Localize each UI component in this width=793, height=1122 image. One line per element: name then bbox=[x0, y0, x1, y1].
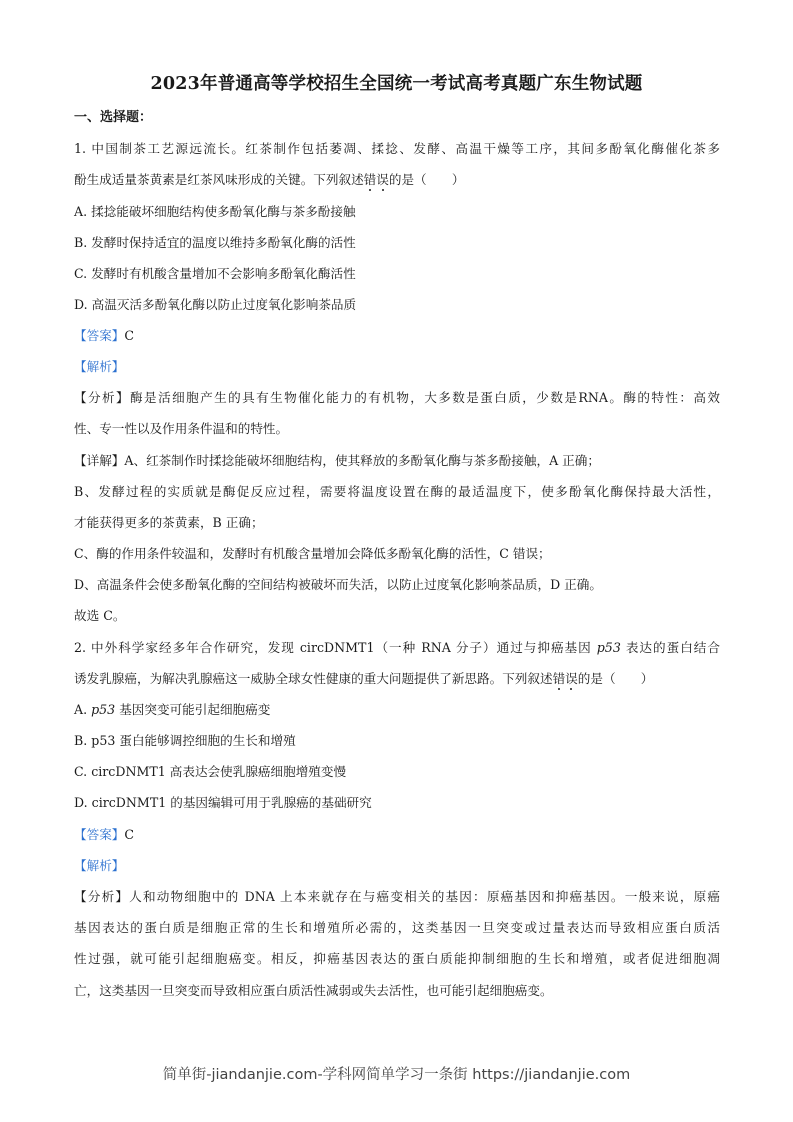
q1-stem-line2 bbox=[74, 172, 464, 188]
option-prefix: A. bbox=[74, 702, 92, 717]
page-title: 2023年普通高等学校招生全国统一考试高考真题广东生物试题 bbox=[150, 74, 643, 94]
q2-stem-text: 诱发乳腺癌，为解决乳腺癌这一威胁全球女性健康的重大问题提供了新思路。下列叙述 bbox=[74, 671, 553, 686]
q2-fenxi-line2: 基因表达的蛋白质是细胞正常的生长和增殖所必需的，这类基因一旦突变或过量表达而导致相应蛋白质活 bbox=[74, 920, 720, 935]
q1-option-d: D. 高温灭活多酚氧化酶以防止过度氧化影响茶品质 bbox=[74, 297, 357, 312]
q2-option-d: D. circDNMT1 的基因编辑可用于乳腺癌的基础研究 bbox=[74, 795, 372, 810]
site-footer: 简单街-jiandanjie.com-学科网简单学习一条街 https://jiandanjie.com bbox=[162, 1067, 631, 1083]
q2-fenxi-line3: 性过强，就可能引起细胞癌变。相反，抑癌基因表达的蛋白质能抑制细胞的生长和增殖，或者促进细胞凋 bbox=[74, 951, 720, 966]
q2-stem-line1 bbox=[74, 640, 720, 656]
q1-detail-d: D、高温条件会使多酚氧化酶的空间结构被破坏而失活，以防止过度氧化影响茶品质，D 正确。 bbox=[74, 577, 602, 592]
emphasis-char: 误 bbox=[376, 172, 389, 187]
q1-stem-line1: 1. 中国制茶工艺源远流长。红茶制作包括萎凋、揉捻、发酵、高温干燥等工序，其间多酚氧化酶催化茶多 bbox=[74, 141, 720, 156]
q2-option-a bbox=[74, 702, 270, 718]
xiangjie-text: A、红茶制作时揉捻能破坏细胞结构，使其释放的多酚氧化酶与茶多酚接触，A 正确； bbox=[124, 453, 600, 468]
q1-option-b: B. 发酵时保持适宜的温度以维持多酚氧化酶的活性 bbox=[74, 235, 356, 250]
fenxi-text: 人和动物细胞中的 DNA 上本来就存在与癌变相关的基因：原癌基因和抑癌基因。一般来说，原癌 bbox=[129, 889, 721, 904]
q1-conclusion: 故选 C。 bbox=[74, 608, 126, 623]
answer-tag: 【答案】 bbox=[74, 827, 125, 842]
fenxi-text: 酶是活细胞产生的具有生物催化能力的有机物，大多数是蛋白质，少数是RNA。酶的特性：高效 bbox=[130, 390, 720, 405]
q2-option-b: B. p53 蛋白能够调控细胞的生长和增殖 bbox=[74, 733, 296, 748]
gene-name: p53 bbox=[91, 702, 116, 717]
fenxi-tag: 【分析】 bbox=[74, 889, 130, 904]
q1-option-c: C. 发酵时有机酸含量增加不会影响多酚氧化酶活性 bbox=[74, 266, 356, 281]
q1-answer bbox=[74, 328, 134, 344]
section-heading: 一、选择题： bbox=[74, 110, 153, 125]
q1-fenxi-line2: 性、专一性以及作用条件温和的特性。 bbox=[74, 421, 289, 436]
answer-value: C bbox=[124, 827, 135, 842]
q2-stem-line2 bbox=[74, 671, 653, 687]
q2-option-c: C. circDNMT1 高表达会使乳腺癌细胞增殖变慢 bbox=[74, 764, 347, 779]
q2-fenxi-line4: 亡，这类基因一旦突变而导致相应蛋白质活性减弱或失去活性，也可能引起细胞癌变。 bbox=[74, 983, 553, 998]
q2-stem-text: 2. 中外科学家经多年合作研究，发现 circDNMT1（一种 RNA 分子）通过与抑癌基因 bbox=[74, 640, 597, 655]
q2-stem-text-end: 表达的蛋白结合 bbox=[620, 640, 720, 655]
q2-stem-blank: 的是（ ） bbox=[577, 671, 654, 686]
q1-fenxi-line1 bbox=[74, 390, 720, 406]
answer-value: C bbox=[124, 328, 135, 343]
emphasis-char: 错 bbox=[552, 671, 566, 686]
q1-xiangjie-line1 bbox=[74, 453, 600, 469]
q1-detail-c: C、酶的作用条件较温和，发酵时有机酸含量增加会降低多酚氧化酶的活性，C 错误； bbox=[74, 546, 551, 561]
q1-detail-b-line1: B、发酵过程的实质就是酶促反应过程，需要将温度设置在酶的最适温度下，使多酚氧化酶保持最大活性， bbox=[74, 484, 720, 499]
emphasis-char: 错 bbox=[363, 172, 377, 187]
fenxi-tag: 【分析】 bbox=[74, 390, 131, 405]
q2-fenxi-line1 bbox=[74, 889, 720, 905]
q2-answer bbox=[74, 827, 134, 843]
answer-tag: 【答案】 bbox=[74, 328, 125, 343]
q1-stem-text: 酚生成适量茶黄素是红茶风味形成的关键。下列叙述 bbox=[74, 172, 364, 187]
xiangjie-tag: 【详解】 bbox=[74, 453, 125, 468]
option-text: 基因突变可能引起细胞癌变 bbox=[115, 702, 271, 717]
gene-name: p53 bbox=[596, 640, 621, 655]
q1-detail-b-line2: 才能获得更多的茶黄素，B 正确； bbox=[74, 515, 264, 530]
emphasis-char: 误 bbox=[565, 671, 578, 686]
q2-analysis-tag: 【解析】 bbox=[74, 858, 125, 873]
q1-option-a: A. 揉捻能破坏细胞结构使多酚氧化酶与茶多酚接触 bbox=[74, 204, 356, 219]
q1-stem-blank: 的是（ ） bbox=[388, 172, 465, 187]
q1-analysis-tag: 【解析】 bbox=[74, 359, 125, 374]
